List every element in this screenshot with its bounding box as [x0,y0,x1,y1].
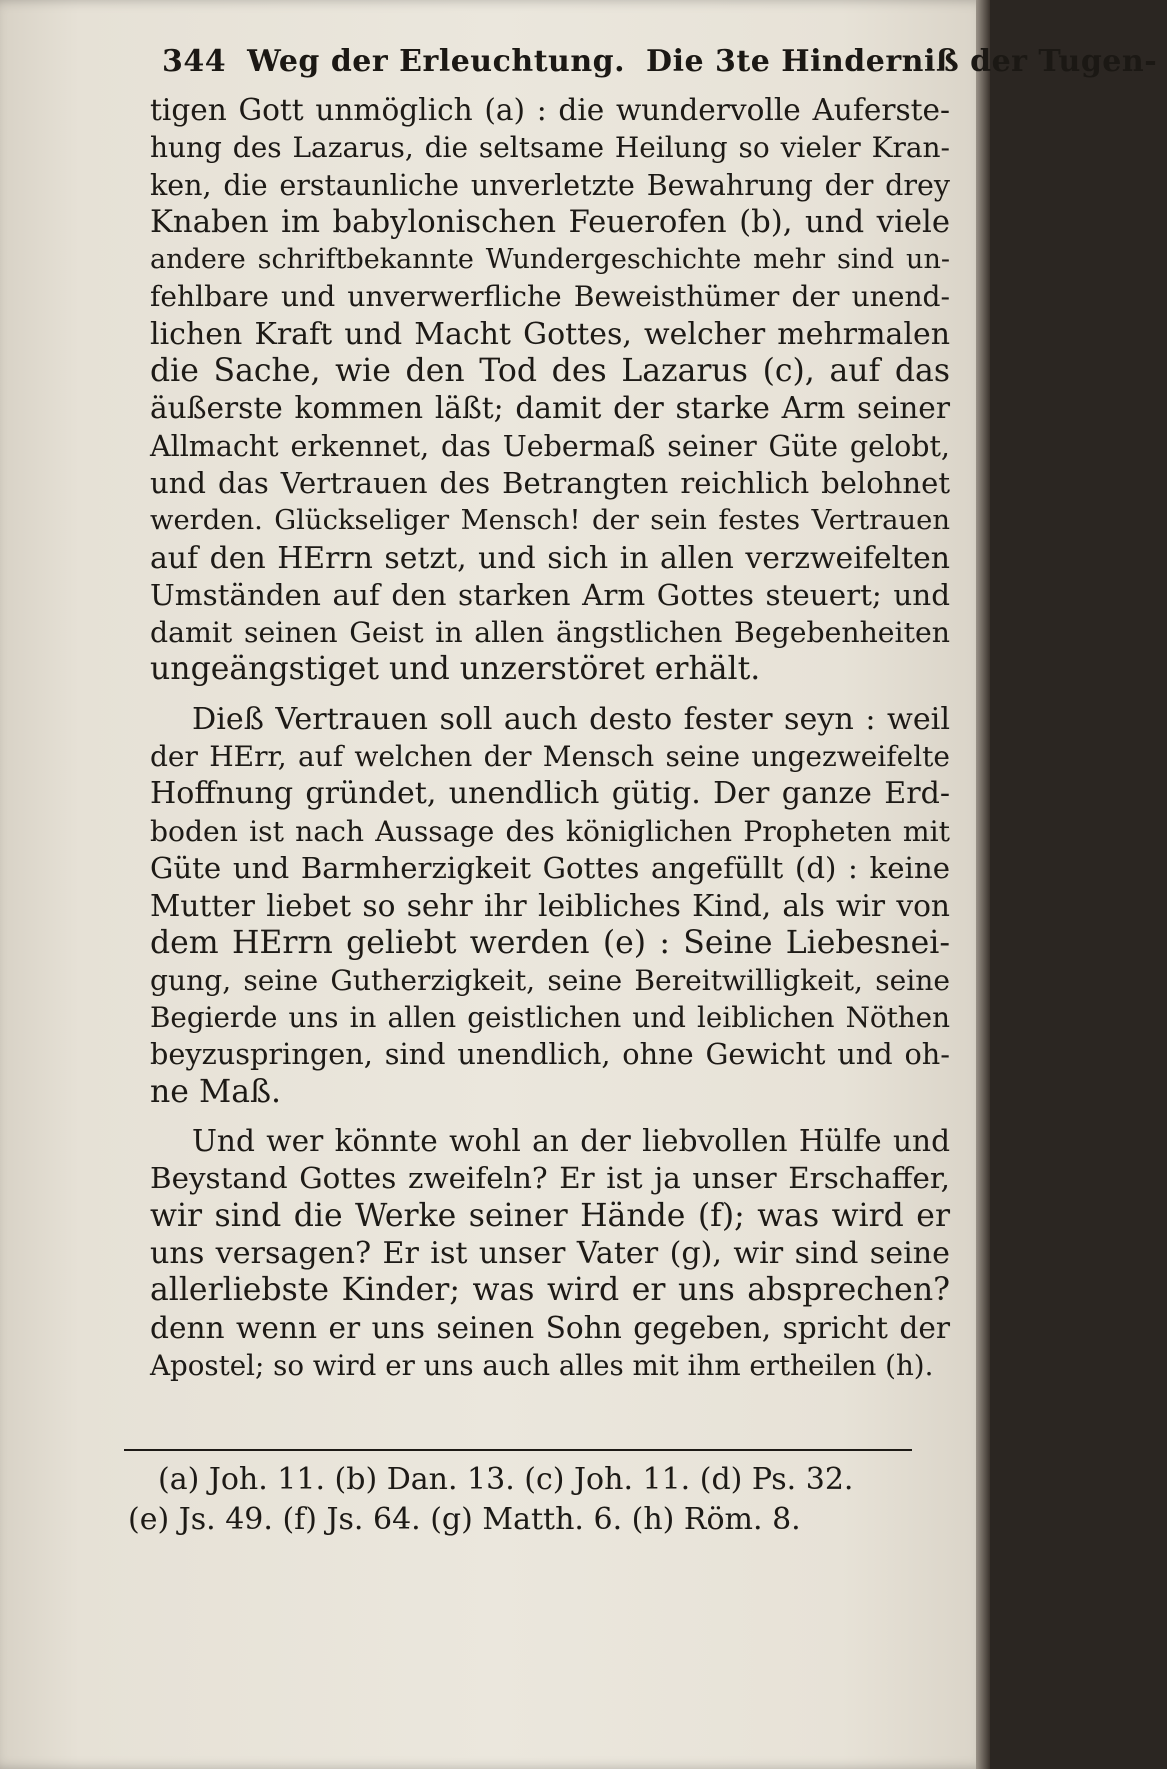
footnotes [128,1460,928,1540]
text-line: beyzuspringen, sind unendlich, ohne Gewicht und oh- [150,1037,950,1072]
text-line: Begierde uns in allen geistlichen und leiblichen Nöthen [150,1001,950,1035]
footnote-divider [124,1449,912,1451]
paragraph-1 [150,92,950,689]
paragraph-gap [150,689,950,701]
text-line: fehlbare und unverwerfliche Beweisthümer der unend- [150,280,950,314]
text-line: allerliebste Kinder; was wird er uns absprechen? [150,1272,950,1309]
running-title: Weg der Erleuchtung. [247,44,626,79]
text-line: ken, die erstaunliche unverletzte Bewahrung der drey [150,168,950,202]
text-line: wir sind die Werke seiner Hände (f); was wird er [150,1197,950,1234]
text-line: Beystand Gottes zweifeln? Er ist ja unser Erschaffer, [150,1161,950,1196]
text-line: uns versagen? Er ist unser Vater (g), wir sind seine [150,1235,950,1271]
text-line: Mutter liebet so sehr ihr leibliches Kind, als wir von [150,888,950,924]
text-line: hung des Lazarus, die seltsame Heilung so vieler Kran- [150,131,950,165]
chapter-title: Die 3te Hinderniß der Tugen- [646,44,1158,79]
text-line: der HErr, auf welchen der Mensch seine ungezweifelte [150,740,950,774]
text-line: lichen Kraft und Macht Gottes, welcher mehrmalen [150,316,950,352]
text-line: die Sache, wie den Tod des Lazarus (c), auf das [150,353,950,390]
text-line: andere schriftbekannte Wundergeschichte mehr sind un- [150,244,950,276]
text-line: Umständen auf den starken Arm Gottes steuert; und [150,577,950,612]
text-line: Knaben im babylonischen Feuerofen (b), und viele [150,203,950,240]
text-line: ne Maß. [150,1073,282,1110]
text-line: Und wer könnte wohl an der liebvollen Hülfe und [192,1124,950,1159]
page-number: 344 [162,44,227,79]
footnote-line: (e) Js. 49. (f) Js. 64. (g) Matth. 6. (h) Röm. 8. [128,1502,801,1537]
text-line: auf den HErrn setzt, und sich in allen verzweifelten [150,540,950,576]
paragraph-3 [150,1123,950,1384]
text-line: denn wenn er uns seinen Sohn gegeben, spricht der [150,1310,950,1345]
text-line: dem HErrn geliebt werden (e) : Seine Liebesnei- [150,924,950,961]
text-line: und das Vertrauen des Betrangten reichlich belohnet [150,465,950,500]
text-line: ungeängstiget und unzerstöret erhält. [150,651,761,688]
page-edge-shadow [976,0,990,1769]
text-line: Apostel; so wird er uns auch alles mit ihm ertheilen (h). [150,1348,934,1382]
footnote-line: (a) Joh. 11. (b) Dan. 13. (c) Joh. 11. (d) Ps. 32. [158,1462,854,1497]
text-line: gung, seine Gutherzigkeit, seine Bereitwilligkeit, seine [150,963,950,997]
text-line: damit seinen Geist in allen ängstlichen Begebenheiten [150,616,950,650]
running-header [162,44,1158,79]
text-line: Hoffnung gründet, unendlich gütig. Der ganze Erd- [150,776,950,812]
paragraph-gap [150,1111,950,1123]
text-line: Allmacht erkennet, das Uebermaß seiner Güte gelobt, [150,429,950,463]
text-line: tigen Gott unmöglich (a) : die wundervolle Auferste- [150,93,950,127]
paragraph-2 [150,701,950,1111]
body-text [150,92,950,1384]
text-line: Dieß Vertrauen soll auch desto fester seyn : weil [192,701,950,737]
text-line: boden ist nach Aussage des königlichen Propheten mit [150,814,950,848]
text-line: äußerste kommen läßt; damit der starke Arm seiner [150,391,950,426]
text-line: werden. Glückseliger Mensch! der sein festes Vertrauen [150,505,950,537]
text-line: Güte und Barmherzigkeit Gottes angefüllt (d) : keine [150,850,950,885]
